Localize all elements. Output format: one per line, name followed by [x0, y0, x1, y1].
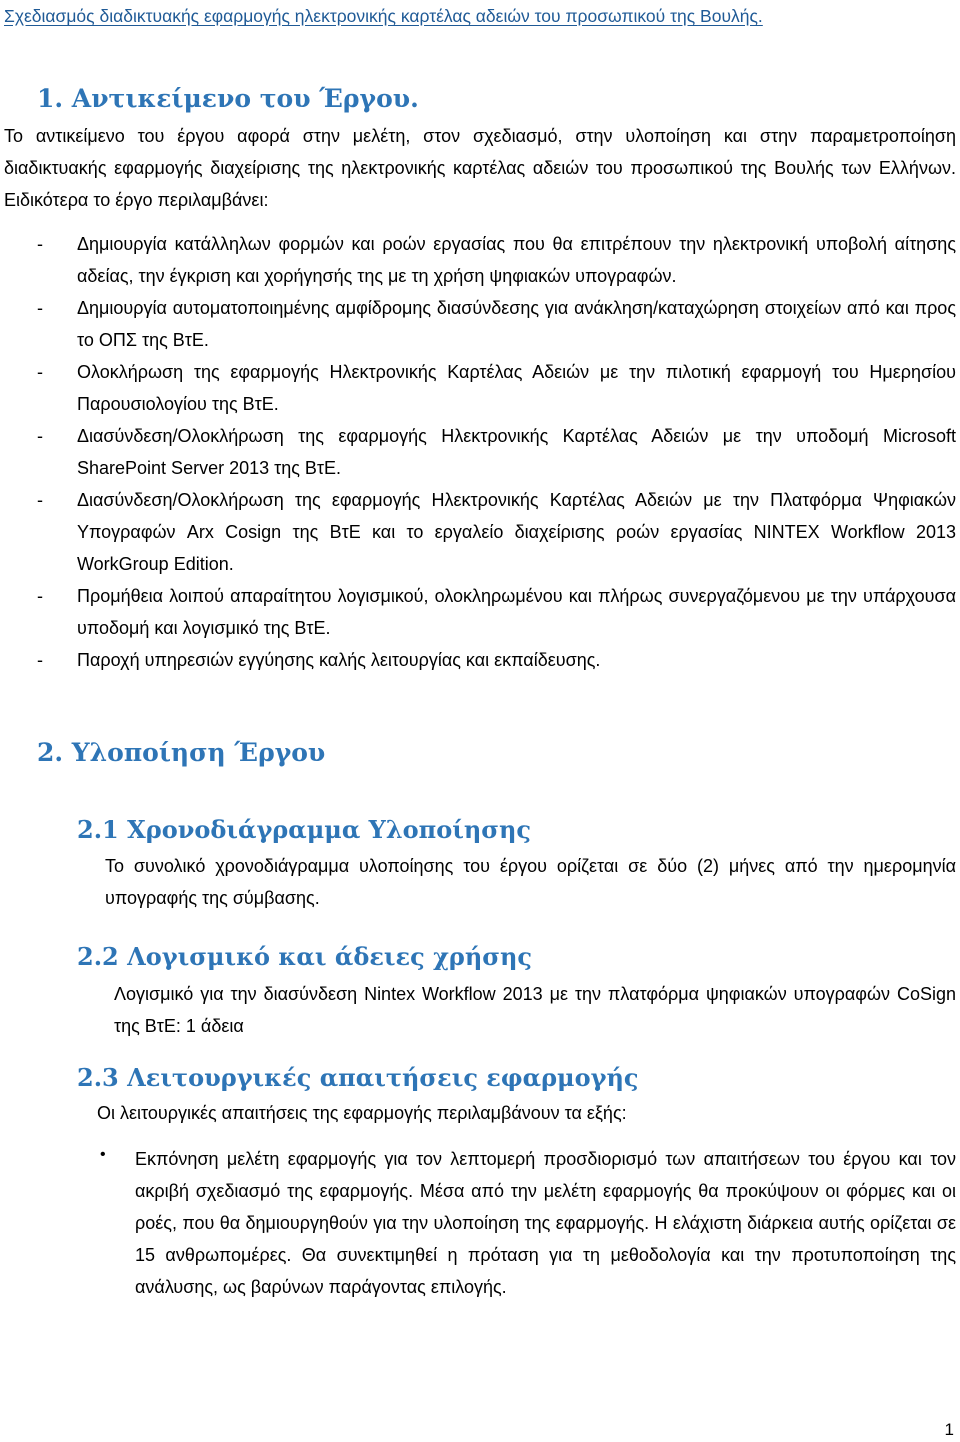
list-item-text: Προμήθεια λοιπού απαραίτητου λογισμικού, ολοκληρωμένου και πλήρως συνεργαζόμενου με την υπάρχουσα υποδομή και λογισμικό της ΒτΕ. — [77, 586, 956, 638]
list-item-text: Δημιουργία κατάλληλων φορμών και ροών εργασίας που θα επιτρέπουν την ηλεκτρονική υποβολή αίτησης αδείας, την έγκριση και χορήγησής της με τη χρήση ψηφιακών υπογραφών. — [77, 234, 956, 286]
list-item — [0, 356, 956, 420]
list-item — [0, 644, 956, 676]
section-2-3-heading: 2.3 Λειτουργικές απαιτήσεις εφαρμογής — [77, 1063, 639, 1092]
list-item — [0, 292, 956, 356]
list-item-text: Δημιουργία αυτοματοποιημένης αμφίδρομης διασύνδεσης για ανάκληση/καταχώρηση στοιχείων από και προς το ΟΠΣ της ΒτΕ. — [77, 298, 956, 350]
list-item-text: Διασύνδεση/Ολοκλήρωση της εφαρμογής Ηλεκτρονικής Καρτέλας Αδειών με την Πλατφόρμα Ψηφιακών Υπογραφών Arx Cosign της ΒτΕ και το εργαλείο διαχείρισης ροών εργασίας NINTEX Workflow 2013 WorkGroup Edition. — [77, 490, 956, 574]
dash-marker: - — [37, 426, 43, 446]
document-header-title: Σχεδιασμός διαδικτυακής εφαρμογής ηλεκτρονικής καρτέλας αδειών του προσωπικού της Βουλής. — [4, 6, 763, 26]
section-2-heading: 2. Υλοποίηση Έργου — [37, 738, 326, 767]
section-2-3-bullet-text: Εκπόνηση μελέτη εφαρμογής για τον λεπτομερή προσδιορισμό των απαιτήσεων του έργου και τον ακριβή σχεδιασμό της εφαρμογής. Μέσα από την μελέτη εφαρμογής θα προκύψουν οι φόρμες και οι ροές, που θα δημιουργηθούν για την υλοποίηση της εφαρμογής. Η ελάχιστη διάρκεια αυτής ορίζεται σε 15 ανθρωπομέρες. Θα συνεκτιμηθεί η πρόταση για τη μεθοδολογία και την προτυποποίηση της ανάλυσης, ως βαρύνων παράγοντας επιλογής. — [135, 1149, 956, 1297]
dash-marker: - — [37, 650, 43, 670]
dash-marker: - — [37, 490, 43, 510]
section-2-1-heading: 2.1 Χρονοδιάγραμμα Υλοποίησης — [77, 815, 532, 844]
list-item-text: Διασύνδεση/Ολοκλήρωση της εφαρμογής Ηλεκτρονικής Καρτέλας Αδειών με την υποδομή Microsoft SharePoint Server 2013 της ΒτΕ. — [77, 426, 956, 478]
list-item-text: Ολοκλήρωση της εφαρμογής Ηλεκτρονικής Καρτέλας Αδειών με την πιλοτική εφαρμογή του Ημερησίου Παρουσιολογίου της ΒτΕ. — [77, 362, 956, 414]
list-item — [0, 420, 956, 484]
section-2-3-intro: Οι λειτουργικές απαιτήσεις της εφαρμογής περιλαμβάνουν τα εξής: — [97, 1103, 627, 1123]
bullet-marker: • — [100, 1146, 106, 1163]
section-1-heading: 1. Αντικείμενο του Έργου. — [37, 84, 419, 113]
dash-marker: - — [37, 362, 43, 382]
dash-marker: - — [37, 298, 43, 318]
list-item-text: Παροχή υπηρεσιών εγγύησης καλής λειτουργίας και εκπαίδευσης. — [77, 650, 601, 670]
page-number: 1 — [944, 1420, 954, 1439]
section-2-2-text: Λογισμικό για την διασύνδεση Nintex Workflow 2013 με την πλατφόρμα ψηφιακών υπογραφών CoSign της ΒτΕ: 1 άδεια — [114, 984, 956, 1036]
dash-marker: - — [37, 586, 43, 606]
list-item — [0, 228, 956, 292]
section-1-intro: Το αντικείμενο του έργου αφορά στην μελέτη, στον σχεδιασμό, στην υλοποίηση και στην παραμετροποίηση διαδικτυακής εφαρμογής διαχείρισης της ηλεκτρονικής καρτέλας αδειών του προσωπικού της Βουλής των Ελλήνων. Ειδικότερα το έργο περιλαμβάνει: — [4, 126, 956, 210]
section-2-2-heading: 2.2 Λογισμικό και άδειες χρήσης — [77, 942, 533, 971]
list-item — [0, 484, 956, 580]
dash-marker: - — [37, 234, 43, 254]
section-2-1-text: Το συνολικό χρονοδιάγραμμα υλοποίησης του έργου ορίζεται σε δύο (2) μήνες από την ημερομηνία υπογραφής της σύμβασης. — [105, 856, 956, 908]
list-item — [0, 580, 956, 644]
section-1-dash-list — [0, 228, 956, 676]
